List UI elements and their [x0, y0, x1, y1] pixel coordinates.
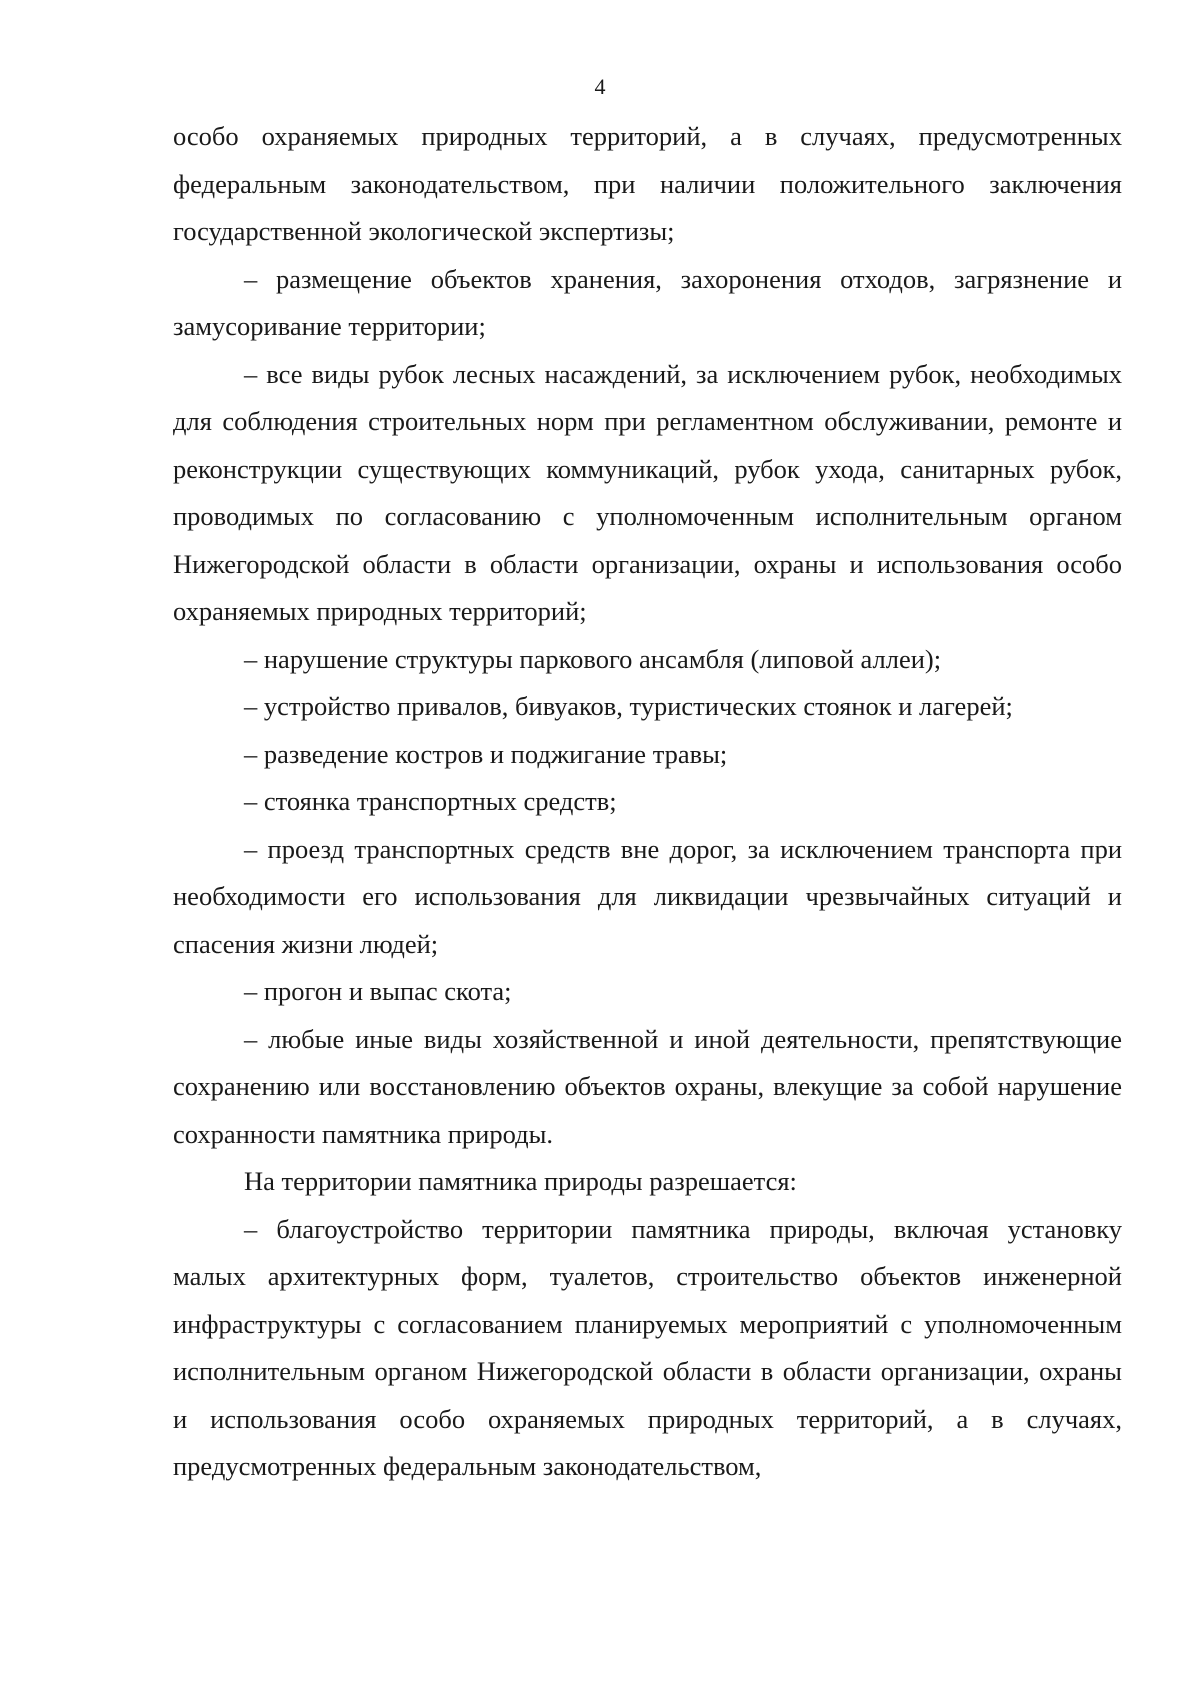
- list-item-offroad-driving: – проезд транспортных средств вне дорог, за исключением транспорта при необходимости его использования для ликвидации чрезвычайных ситуаций и спасения жизни людей;: [173, 833, 1122, 959]
- list-item-waste-placement: – размещение объектов хранения, захоронения отходов, загрязнение и замусоривание территории;: [173, 263, 1122, 341]
- list-item-park-structure: – нарушение структуры паркового ансамбля (липовой аллеи);: [244, 643, 942, 674]
- paragraph-continuation: особо охраняемых природных территорий, а в случаях, предусмотренных федеральным законодательством, при наличии положительного заключения государственной экологической экспертизы;: [173, 121, 1122, 246]
- list-item-other-activities: – любые иные виды хозяйственной и иной деятельности, препятствующие сохранению или восстановлению объектов охраны, влекущие за собой нарушение сохранности памятника природы.: [173, 1023, 1122, 1149]
- list-item-livestock: – прогон и выпас скота;: [244, 976, 512, 1006]
- list-item-parking: – стоянка транспортных средств;: [244, 786, 617, 816]
- list-item-fires: – разведение костров и поджигание травы;: [244, 738, 728, 769]
- list-item-landscaping: – благоустройство территории памятника природы, включая установку малых архитектурных форм, туалетов, строительство объектов инженерной инфраструктуры с согласованием планируемых мероприятий с уполномоченным исполнительным органом Нижегородской области в области организации, охраны и использования особо охраняемых природных территорий, а в случаях, предусмотренных федеральным законодательством,: [173, 1213, 1122, 1481]
- document-body: [173, 113, 1122, 1491]
- list-item-camps: – устройство привалов, бивуаков, туристических стоянок и лагерей;: [244, 691, 1013, 721]
- page-number: 4: [594, 74, 606, 99]
- paragraph-permitted-heading: На территории памятника природы разрешается:: [244, 1166, 797, 1196]
- list-item-tree-felling: – все виды рубок лесных насаждений, за исключением рубок, необходимых для соблюдения строительных норм при регламентном обслуживании, ремонте и реконструкции существующих коммуникаций, рубок ухода, санитарных рубок, проводимых по согласованию с уполномоченным исполнительным органом Нижегородской области в области организации, охраны и использования особо охраняемых природных территорий;: [173, 358, 1122, 626]
